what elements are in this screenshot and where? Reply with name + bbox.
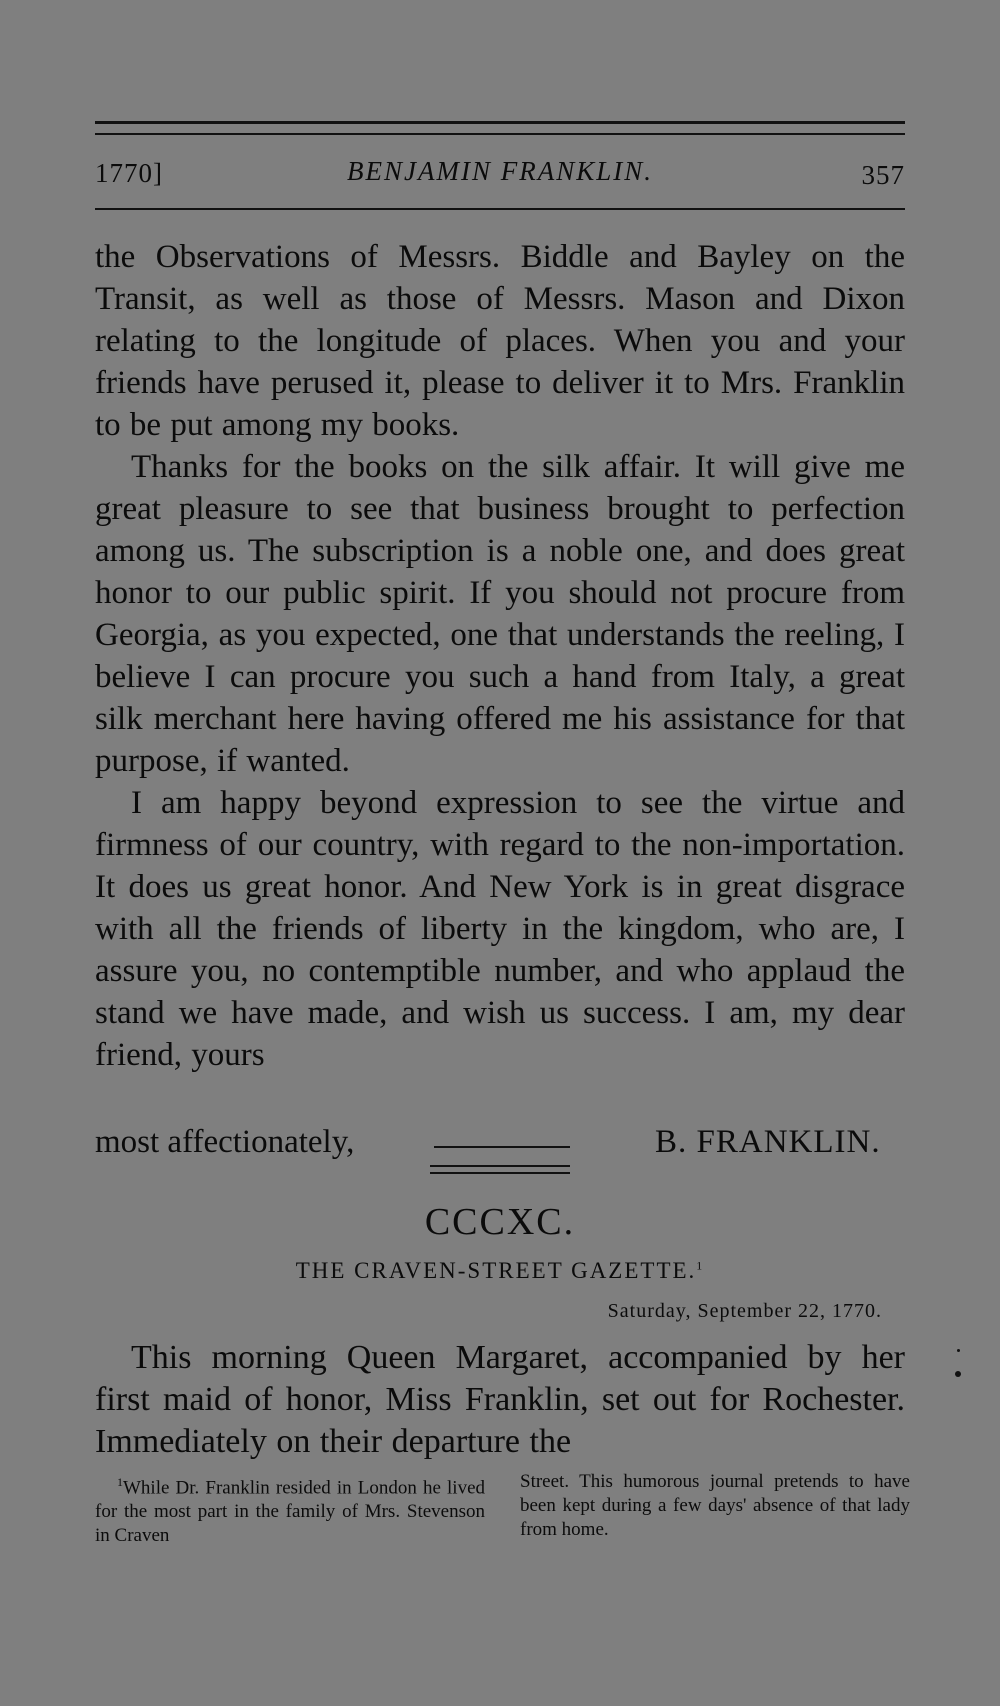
letter-number: CCCXC. (424, 1201, 576, 1243)
footnote-ref: 1 (696, 1258, 705, 1273)
paragraph: I am happy beyond expression to see the virtue and firmness of our country, with regard to the non-importation. It does us great honor. And New York is in great disgrace with all the friends of liberty in the kingdom, who are, I assure you, no contemptible number, and who applaud the stand we have made, and wish us success. I am, my dear friend, yours (95, 785, 905, 1073)
section-divider-top (430, 1165, 570, 1167)
letter-body (95, 236, 905, 1076)
running-header (95, 154, 905, 194)
header-top-rule-thin (95, 133, 905, 135)
ink-speck (957, 1349, 960, 1352)
paragraph: Thanks for the books on the silk affair. It will give me great pleasure to see that business brought to perfection among us. The subscription is a noble one, and does great honor to our public spirit. If you should not procure from Georgia, as you expected, one that understands the reeling, I believe I can procure you such a hand from Italy, a great silk merchant here having offered me his assistance for that purpose, if wanted. (95, 449, 905, 779)
gazette-body (95, 1337, 905, 1463)
signature: B. FRANKLIN. (655, 1124, 881, 1160)
section-divider-bottom (430, 1172, 570, 1174)
letter-title (0, 1258, 1000, 1284)
footnote-left-column (95, 1470, 485, 1548)
signature-line (434, 1146, 570, 1148)
header-bottom-rule (95, 208, 905, 210)
footnote-marker: 1 (117, 1475, 123, 1489)
footnote-right-column: Street. This humorous journal pretends to have been kept during a few days' absence of that lady from home. (520, 1471, 910, 1540)
paragraph: This morning Queen Margaret, accompanied by her first maid of honor, Miss Franklin, set out for Rochester. Immediately on their departure the (95, 1339, 905, 1460)
paragraph: the Observations of Messrs. Biddle and Bayley on the Transit, as well as those of Messrs. Mason and Dixon relating to the longitude of places. When you and your friends have perused it, please to deliver it to Mrs. Franklin to be put among my books. (95, 239, 905, 443)
header-year: 1770] (95, 158, 163, 188)
closing-phrase: most affectionately, (95, 1124, 355, 1160)
header-title: BENJAMIN FRANKLIN. (347, 156, 653, 186)
header-top-rule-thick (95, 121, 905, 124)
letter-signoff (95, 1121, 905, 1163)
page-number: 357 (861, 160, 905, 190)
footnote-left-text: While Dr. Franklin resided in London he lived for the most part in the family of Mrs. Stevenson in Craven (95, 1477, 485, 1547)
ink-speck (955, 1371, 961, 1377)
dateline: Saturday, September 22, 1770. (607, 1300, 882, 1322)
letter-title-text: THE CRAVEN-STREET GAZETTE. (295, 1258, 697, 1283)
